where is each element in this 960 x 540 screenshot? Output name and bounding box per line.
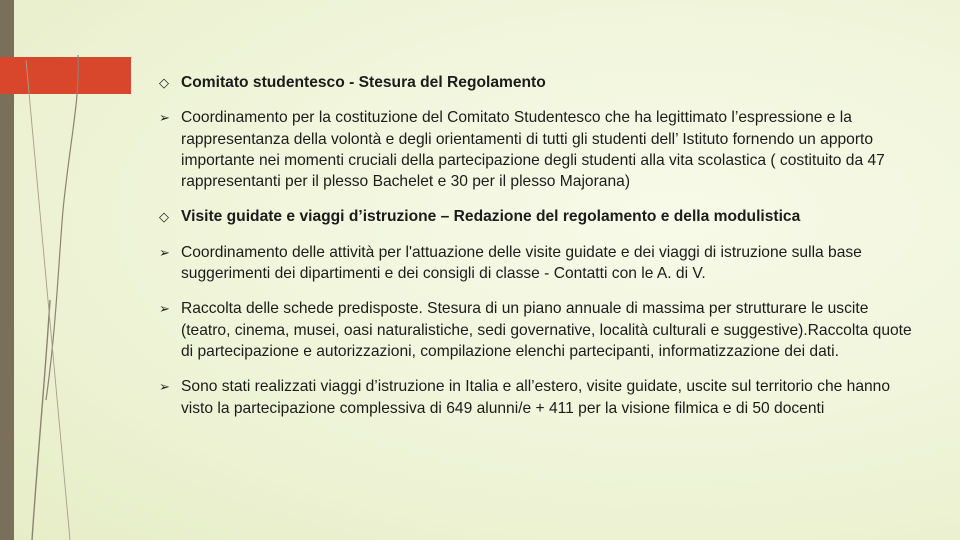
bullet-item-raccolta: [159, 298, 919, 362]
bullet-item-coordinamento-comitato: [159, 107, 919, 192]
bullet-heading-visite: [159, 206, 919, 227]
bullet-heading-comitato: [159, 72, 919, 93]
arrowhead-icon: ➢: [159, 379, 170, 395]
bullet-item-coordinamento-visite: [159, 242, 919, 285]
diamond-outline-icon: ◇: [159, 75, 169, 90]
item-text: Raccolta delle schede predisposte. Stesura di un piano annuale di massima per strutturare le uscite (teatro, cinema, musei, oasi naturalistiche, sedi governative, località culturali e suggestive).Raccolta quote di partecipazione e autorizzazioni, compilazione elenchi partecipanti, informatizzazione dei dati.: [181, 300, 912, 360]
item-text: Coordinamento per la costituzione del Comitato Studentesco che ha legittimato l’espressione e la rappresentanza della volontà e degli orientamenti di tutti gli studenti dell’ Istituto fornendo un apporto importante nei momenti cruciali della partecipazione degli studenti alla vita scolastica ( costituito da 47 rappresentanti per il plesso Bachelet e 30 per il plesso Majorana): [181, 109, 885, 191]
item-text: Sono stati realizzati viaggi d’istruzione in Italia e all’estero, visite guidate, uscite sul territorio che hanno visto la partecipazione complessiva di 649 alunni/e + 411 per la visione filmica e di 50 docenti: [181, 378, 891, 417]
bullet-item-viaggi-realizzati: [159, 376, 919, 419]
decorative-lines: [0, 0, 90, 540]
arrowhead-icon: ➢: [159, 110, 170, 126]
item-text: Visite guidate e viaggi d’istruzione – Redazione del regolamento e della modulistica: [181, 208, 801, 226]
arrowhead-icon: ➢: [159, 301, 170, 317]
item-text: Coordinamento delle attività per l'attuazione delle visite guidate e dei viaggi di istruzione sulla base suggerimenti dei dipartimenti e dei consigli di classe - Contatti con le A. di V.: [181, 243, 862, 283]
arrowhead-icon: ➢: [159, 244, 170, 260]
slide-content: [159, 72, 919, 433]
diamond-outline-icon: ◇: [159, 209, 169, 225]
item-text: Comitato studentesco - Stesura del Regolamento: [181, 74, 546, 91]
